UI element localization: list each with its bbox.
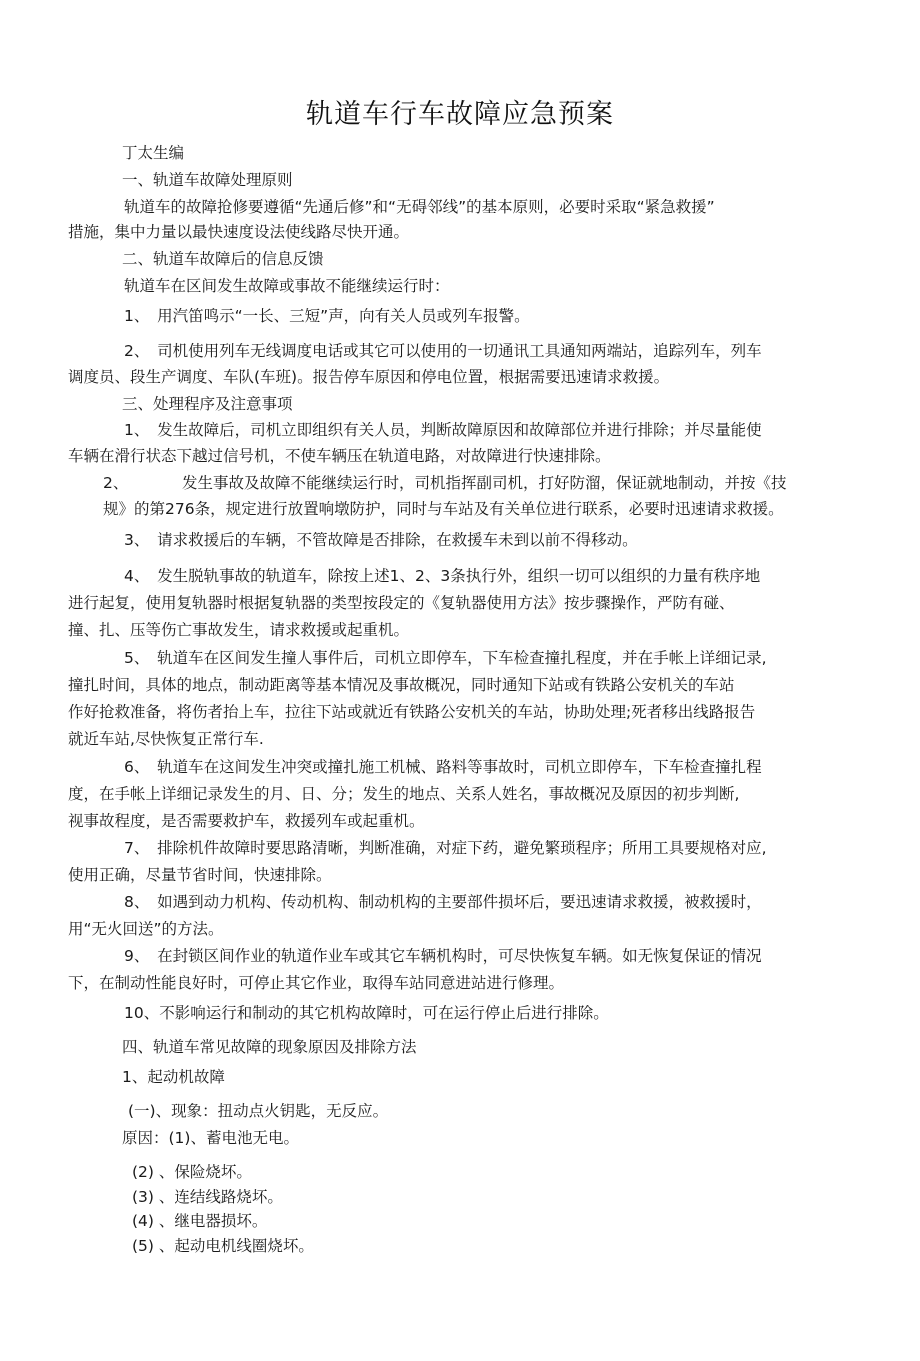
paragraph-line: 措施，集中力量以最快速度设法使线路尽快开通。: [68, 223, 410, 241]
subsection-heading: 1、起动机故障: [122, 1068, 225, 1086]
cause-item: (2) 、保险烧坏。: [132, 1163, 252, 1181]
list-item: 5、 轨道车在区间发生撞人事件后，司机立即停车，下车检查撞扎程度，并在手帐上详细记录,: [124, 649, 767, 667]
section-2-heading: 二、轨道车故障后的信息反馈: [122, 250, 324, 268]
list-item: 1、 用汽笛鸣示“一长、三短”声，向有关人员或列车报警。: [124, 307, 530, 325]
page-title: 轨道车行车故障应急预案: [306, 99, 614, 130]
list-item-continued: 视事故程度，是否需要救护车，救援列车或起重机。: [68, 812, 425, 830]
list-item-continued: 撞扎时间，具体的地点，制动距离等基本情况及事故概况，同时通知下站或有铁路公安机关的车站: [68, 676, 735, 694]
list-item-continued: 规》的第276条，规定进行放置响墩防护，同时与车站及有关单位进行联系，必要时迅速请求救援。: [103, 500, 784, 518]
cause-item: (3) 、连结线路烧坏。: [132, 1188, 283, 1206]
section-1-heading: 一、轨道车故障处理原则: [122, 171, 293, 189]
cause-item: (5) 、起动电机线圈烧坏。: [132, 1237, 314, 1255]
list-item: 7、 排除机件故障时要思路清晰，判断准确，对症下药，避免繁琐程序；所用工具要规格对应,: [124, 839, 767, 857]
paragraph-line: 轨道车的故障抢修要遵循“先通后修”和“无碍邻线”的基本原则，必要时采取“紧急救援”: [124, 198, 715, 216]
list-item-continued: 撞、扎、压等伤亡事故发生，请求救援或起重机。: [68, 621, 410, 639]
list-item: 6、 轨道车在这间发生冲突或撞扎施工机械、路料等事故时，司机立即停车，下车检查撞扎程: [124, 758, 762, 776]
phenomenon-line: (一)、现象：扭动点火钥匙，无反应。: [128, 1102, 389, 1120]
section-4-heading: 四、轨道车常见故障的现象原因及排除方法: [122, 1038, 417, 1056]
list-item: 10、不影响运行和制动的其它机构故障时，可在运行停止后进行排除。: [124, 1004, 609, 1022]
list-item-number: 2、: [103, 474, 129, 492]
list-item-continued: 度，在手帐上详细记录发生的月、日、分；发生的地点、关系人姓名，事故概况及原因的初步判断,: [68, 785, 740, 803]
list-item-continued: 用“无火回送”的方法。: [68, 920, 224, 938]
list-item-continued: 作好抢救准备，将伤者抬上车，拉往下站或就近有铁路公安机关的车站，协助处理;死者移出线路报告: [68, 703, 756, 721]
list-item: 3、 请求救援后的车辆，不管故障是否排除，在救援车未到以前不得移动。: [124, 531, 638, 549]
list-item-continued: 进行起复，使用复轨器时根据复轨器的类型按段定的《复轨器使用方法》按步骤操作，严防有碰、: [68, 594, 735, 612]
list-item-continued: 下，在制动性能良好时，可停止其它作业，取得车站同意进站进行修理。: [68, 974, 565, 992]
list-item-continued: 调度员、段生产调度、车队(车班)。报告停车原因和停电位置，根据需要迅速请求救援。: [68, 368, 670, 386]
list-item: 发生事故及故障不能继续运行时，司机指挥副司机，打好防溜，保证就地制动，并按《技: [182, 474, 787, 492]
list-item: 1、 发生故障后，司机立即组织有关人员，判断故障原因和故障部位并进行排除；并尽量能使: [124, 421, 762, 439]
list-item: 2、 司机使用列车无线调度电话或其它可以使用的一切通讯工具通知两端站，追踪列车，列车: [124, 342, 762, 360]
list-item-continued: 就近车站,尽快恢复正常行车.: [68, 730, 264, 748]
list-item-continued: 使用正确，尽量节省时间，快速排除。: [68, 866, 332, 884]
paragraph-line: 轨道车在区间发生故障或事故不能继续运行时：: [124, 277, 450, 295]
author-line: 丁太生编: [122, 144, 185, 162]
cause-line: 原因：(1)、蓄电池无电。: [122, 1129, 299, 1147]
cause-item: (4) 、继电器损坏。: [132, 1212, 268, 1230]
list-item: 9、 在封锁区间作业的轨道作业车或其它车辆机构时，可尽快恢复车辆。如无恢复保证的情况: [124, 947, 762, 965]
section-3-heading: 三、处理程序及注意事项: [122, 395, 293, 413]
list-item: 8、 如遇到动力机构、传动机构、制动机构的主要部件损坏后，要迅速请求救援，被救援时，: [124, 893, 762, 911]
list-item: 4、 发生脱轨事故的轨道车，除按上述1、2、3条执行外，组织一切可以组织的力量有秩序地: [124, 567, 761, 585]
list-item-continued: 车辆在滑行状态下越过信号机，不使车辆压在轨道电路，对故障进行快速排除。: [68, 447, 611, 465]
